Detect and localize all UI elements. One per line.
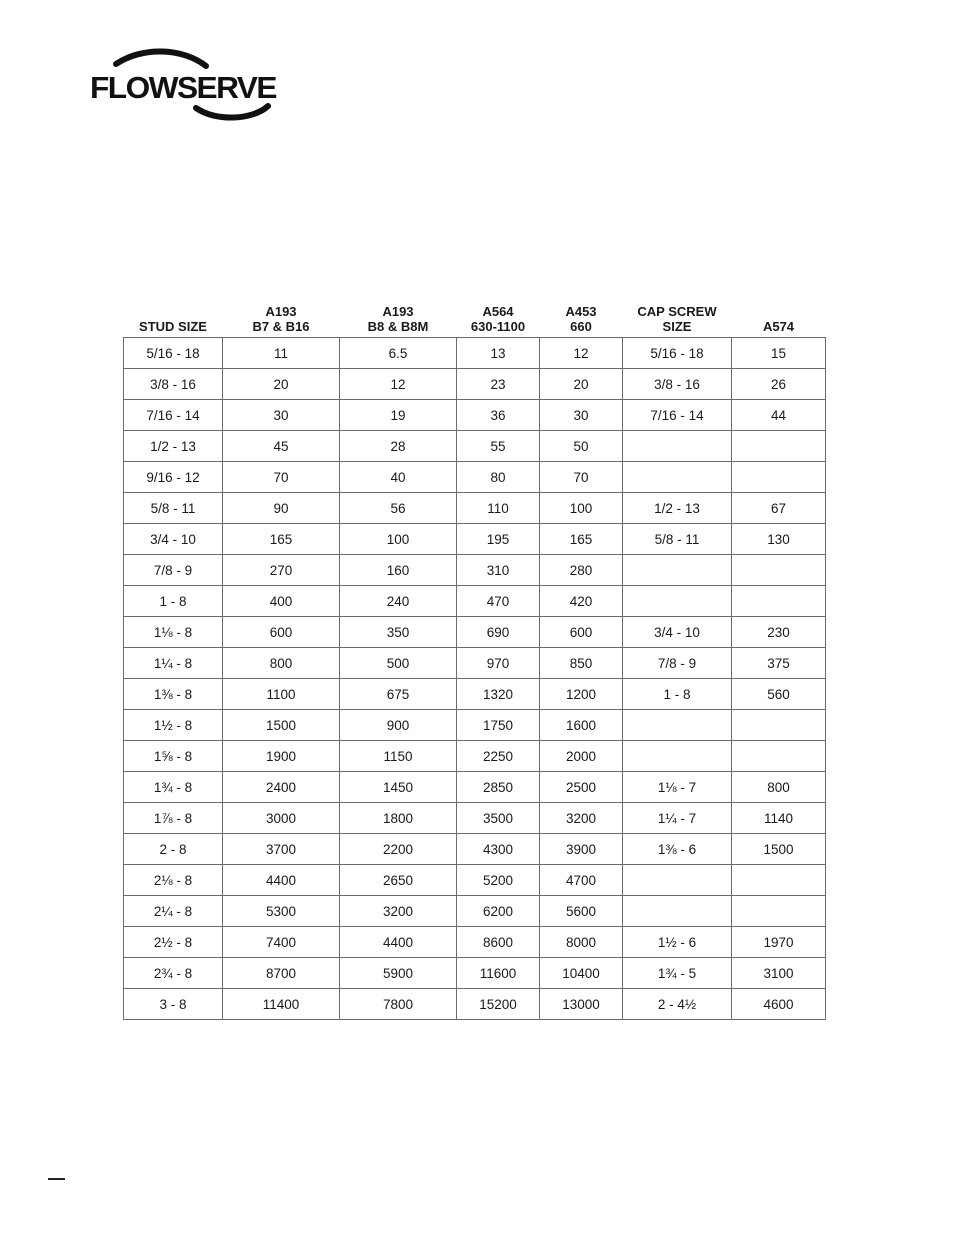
table-cell: 80 <box>457 462 540 493</box>
table-cell <box>732 431 826 462</box>
table-row <box>124 958 826 989</box>
table-cell: 1⅝ - 8 <box>124 741 223 772</box>
table-cell <box>623 586 732 617</box>
table-cell: 1500 <box>732 834 826 865</box>
column-header <box>623 302 732 338</box>
table-cell: 2 - 8 <box>124 834 223 865</box>
table-cell: 165 <box>223 524 340 555</box>
table-cell: 160 <box>340 555 457 586</box>
table-cell <box>732 586 826 617</box>
table-cell: 45 <box>223 431 340 462</box>
table-cell: 3/8 - 16 <box>623 369 732 400</box>
table-cell: 2850 <box>457 772 540 803</box>
table-cell: 280 <box>540 555 623 586</box>
table-cell: 56 <box>340 493 457 524</box>
torque-table <box>123 302 826 1020</box>
table-row <box>124 431 826 462</box>
column-header <box>223 302 340 338</box>
table-cell: 6.5 <box>340 338 457 369</box>
table-cell: 1¼ - 8 <box>124 648 223 679</box>
table-cell: 5900 <box>340 958 457 989</box>
table-cell: 5600 <box>540 896 623 927</box>
table-row <box>124 741 826 772</box>
table-cell <box>623 741 732 772</box>
table-cell: 11600 <box>457 958 540 989</box>
table-row <box>124 927 826 958</box>
table-row <box>124 865 826 896</box>
column-header-line: A193 <box>382 304 414 319</box>
table-cell: 2000 <box>540 741 623 772</box>
table-cell: 2250 <box>457 741 540 772</box>
table-cell: 165 <box>540 524 623 555</box>
table-cell: 3700 <box>223 834 340 865</box>
column-header-line: A574 <box>762 319 795 334</box>
table-cell: 850 <box>540 648 623 679</box>
logo-wordmark: FLOWSERVE <box>90 70 276 105</box>
column-header-line: STUD SIZE <box>139 319 207 334</box>
table-cell: 26 <box>732 369 826 400</box>
table-cell: 36 <box>457 400 540 431</box>
table-cell: 3/4 - 10 <box>623 617 732 648</box>
table-row <box>124 524 826 555</box>
table-cell: 1900 <box>223 741 340 772</box>
table-cell: 55 <box>457 431 540 462</box>
column-header-line: A193 <box>265 304 297 319</box>
table-cell: 15 <box>732 338 826 369</box>
table-cell <box>623 555 732 586</box>
table-cell: 7400 <box>223 927 340 958</box>
table-cell: 310 <box>457 555 540 586</box>
table-cell: 3900 <box>540 834 623 865</box>
table-cell: 90 <box>223 493 340 524</box>
column-header-line: A453 <box>565 304 597 319</box>
table-cell: 2½ - 8 <box>124 927 223 958</box>
table-cell: 900 <box>340 710 457 741</box>
table-cell: 13000 <box>540 989 623 1020</box>
table-cell: 7800 <box>340 989 457 1020</box>
table-cell: 11 <box>223 338 340 369</box>
table-cell: 1⅞ - 8 <box>124 803 223 834</box>
table-cell: 690 <box>457 617 540 648</box>
column-header-line: SIZE <box>662 319 692 334</box>
table-cell <box>732 741 826 772</box>
table-cell: 1970 <box>732 927 826 958</box>
table-row <box>124 834 826 865</box>
page-footer-mark <box>48 1178 65 1180</box>
table-cell: 4300 <box>457 834 540 865</box>
table-cell: 13 <box>457 338 540 369</box>
column-header <box>457 302 540 338</box>
table-cell: 1⅛ - 8 <box>124 617 223 648</box>
table-cell: 1⅜ - 6 <box>623 834 732 865</box>
table-row <box>124 617 826 648</box>
table-cell: 4400 <box>223 865 340 896</box>
table-cell: 5/16 - 18 <box>623 338 732 369</box>
column-header <box>340 302 457 338</box>
table-cell: 44 <box>732 400 826 431</box>
table-cell: 9/16 - 12 <box>124 462 223 493</box>
table-cell: 240 <box>340 586 457 617</box>
table-row <box>124 679 826 710</box>
table-row <box>124 989 826 1020</box>
table-cell: 1/2 - 13 <box>623 493 732 524</box>
table-cell: 2650 <box>340 865 457 896</box>
table-cell: 7/8 - 9 <box>124 555 223 586</box>
table-cell: 130 <box>732 524 826 555</box>
table-cell: 600 <box>540 617 623 648</box>
table-cell: 70 <box>540 462 623 493</box>
table-cell: 500 <box>340 648 457 679</box>
table-cell: 270 <box>223 555 340 586</box>
table-cell: 400 <box>223 586 340 617</box>
table-row <box>124 462 826 493</box>
table-cell: 2¼ - 8 <box>124 896 223 927</box>
table-cell: 560 <box>732 679 826 710</box>
table-cell: 3500 <box>457 803 540 834</box>
table-cell: 1140 <box>732 803 826 834</box>
table-cell: 23 <box>457 369 540 400</box>
table-cell <box>623 896 732 927</box>
table-cell: 30 <box>223 400 340 431</box>
table-cell: 50 <box>540 431 623 462</box>
table-cell: 3 - 8 <box>124 989 223 1020</box>
table-row <box>124 772 826 803</box>
table-cell: 2500 <box>540 772 623 803</box>
table-cell: 1100 <box>223 679 340 710</box>
table-cell: 1500 <box>223 710 340 741</box>
table-cell: 4400 <box>340 927 457 958</box>
table-cell: 1½ - 6 <box>623 927 732 958</box>
table-cell <box>732 896 826 927</box>
table-cell: 2200 <box>340 834 457 865</box>
table-row <box>124 896 826 927</box>
table-cell: 3000 <box>223 803 340 834</box>
column-header-line: B8 & B8M <box>367 319 429 334</box>
table-cell: 3200 <box>540 803 623 834</box>
table-cell: 8700 <box>223 958 340 989</box>
table-cell: 230 <box>732 617 826 648</box>
table-cell: 2⅛ - 8 <box>124 865 223 896</box>
table-cell: 1¾ - 8 <box>124 772 223 803</box>
table-cell: 195 <box>457 524 540 555</box>
column-header-line: B7 & B16 <box>252 319 310 334</box>
table-cell: 7/16 - 14 <box>623 400 732 431</box>
table-row <box>124 710 826 741</box>
table-cell <box>623 431 732 462</box>
table-cell: 12 <box>540 338 623 369</box>
table-cell: 110 <box>457 493 540 524</box>
table-cell: 5/8 - 11 <box>124 493 223 524</box>
table-cell: 3/8 - 16 <box>124 369 223 400</box>
table-cell: 7/8 - 9 <box>623 648 732 679</box>
table-cell <box>732 710 826 741</box>
table-cell: 1¼ - 7 <box>623 803 732 834</box>
table-row <box>124 803 826 834</box>
table-cell: 8000 <box>540 927 623 958</box>
table-cell: 3100 <box>732 958 826 989</box>
table-row <box>124 400 826 431</box>
table-cell: 5200 <box>457 865 540 896</box>
table-cell <box>732 462 826 493</box>
table-cell: 1 - 8 <box>623 679 732 710</box>
column-header <box>540 302 623 338</box>
table-cell: 470 <box>457 586 540 617</box>
table-row <box>124 338 826 369</box>
table-cell: 11400 <box>223 989 340 1020</box>
table-cell: 4700 <box>540 865 623 896</box>
table-cell: 100 <box>540 493 623 524</box>
table-cell: 6200 <box>457 896 540 927</box>
table-cell: 5/16 - 18 <box>124 338 223 369</box>
table-cell: 970 <box>457 648 540 679</box>
table-cell: 15200 <box>457 989 540 1020</box>
table-cell: 1450 <box>340 772 457 803</box>
table-cell: 5/8 - 11 <box>623 524 732 555</box>
table-cell: 3200 <box>340 896 457 927</box>
table-cell: 1⅜ - 8 <box>124 679 223 710</box>
table-row <box>124 586 826 617</box>
table-cell: 350 <box>340 617 457 648</box>
table-cell: 375 <box>732 648 826 679</box>
torque-table-container <box>123 302 825 1020</box>
table-cell: 40 <box>340 462 457 493</box>
column-header-line: 630-1100 <box>470 319 526 334</box>
table-cell: 2¾ - 8 <box>124 958 223 989</box>
column-header <box>732 302 826 338</box>
column-header <box>124 302 223 338</box>
table-cell: 1320 <box>457 679 540 710</box>
table-cell <box>732 865 826 896</box>
table-cell: 1200 <box>540 679 623 710</box>
table-cell: 70 <box>223 462 340 493</box>
table-cell <box>732 555 826 586</box>
table-cell: 800 <box>732 772 826 803</box>
table-cell: 1¾ - 5 <box>623 958 732 989</box>
column-header-line: CAP SCREW <box>637 304 717 319</box>
table-cell: 1 - 8 <box>124 586 223 617</box>
column-header-line: 660 <box>570 319 592 334</box>
table-cell: 28 <box>340 431 457 462</box>
table-row <box>124 493 826 524</box>
table-row <box>124 369 826 400</box>
table-cell: 2400 <box>223 772 340 803</box>
table-cell: 8600 <box>457 927 540 958</box>
table-cell: 10400 <box>540 958 623 989</box>
flowserve-logo <box>88 48 284 124</box>
table-row <box>124 648 826 679</box>
table-cell <box>623 462 732 493</box>
table-cell: 1/2 - 13 <box>124 431 223 462</box>
table-cell: 100 <box>340 524 457 555</box>
table-cell: 20 <box>540 369 623 400</box>
table-cell: 1⅛ - 7 <box>623 772 732 803</box>
table-cell: 1½ - 8 <box>124 710 223 741</box>
table-cell: 19 <box>340 400 457 431</box>
table-cell <box>623 710 732 741</box>
table-row <box>124 555 826 586</box>
table-cell: 3/4 - 10 <box>124 524 223 555</box>
table-cell: 30 <box>540 400 623 431</box>
table-cell: 2 - 4½ <box>623 989 732 1020</box>
table-body <box>124 338 826 1020</box>
table-cell: 7/16 - 14 <box>124 400 223 431</box>
table-cell: 1800 <box>340 803 457 834</box>
table-cell: 5300 <box>223 896 340 927</box>
table-cell: 1750 <box>457 710 540 741</box>
table-cell: 4600 <box>732 989 826 1020</box>
table-cell: 420 <box>540 586 623 617</box>
table-header-row <box>124 302 826 338</box>
table-cell <box>623 865 732 896</box>
table-cell: 20 <box>223 369 340 400</box>
table-cell: 67 <box>732 493 826 524</box>
table-cell: 675 <box>340 679 457 710</box>
table-cell: 1150 <box>340 741 457 772</box>
table-cell: 12 <box>340 369 457 400</box>
column-header-line: A564 <box>482 304 514 319</box>
table-cell: 600 <box>223 617 340 648</box>
table-cell: 800 <box>223 648 340 679</box>
table-cell: 1600 <box>540 710 623 741</box>
